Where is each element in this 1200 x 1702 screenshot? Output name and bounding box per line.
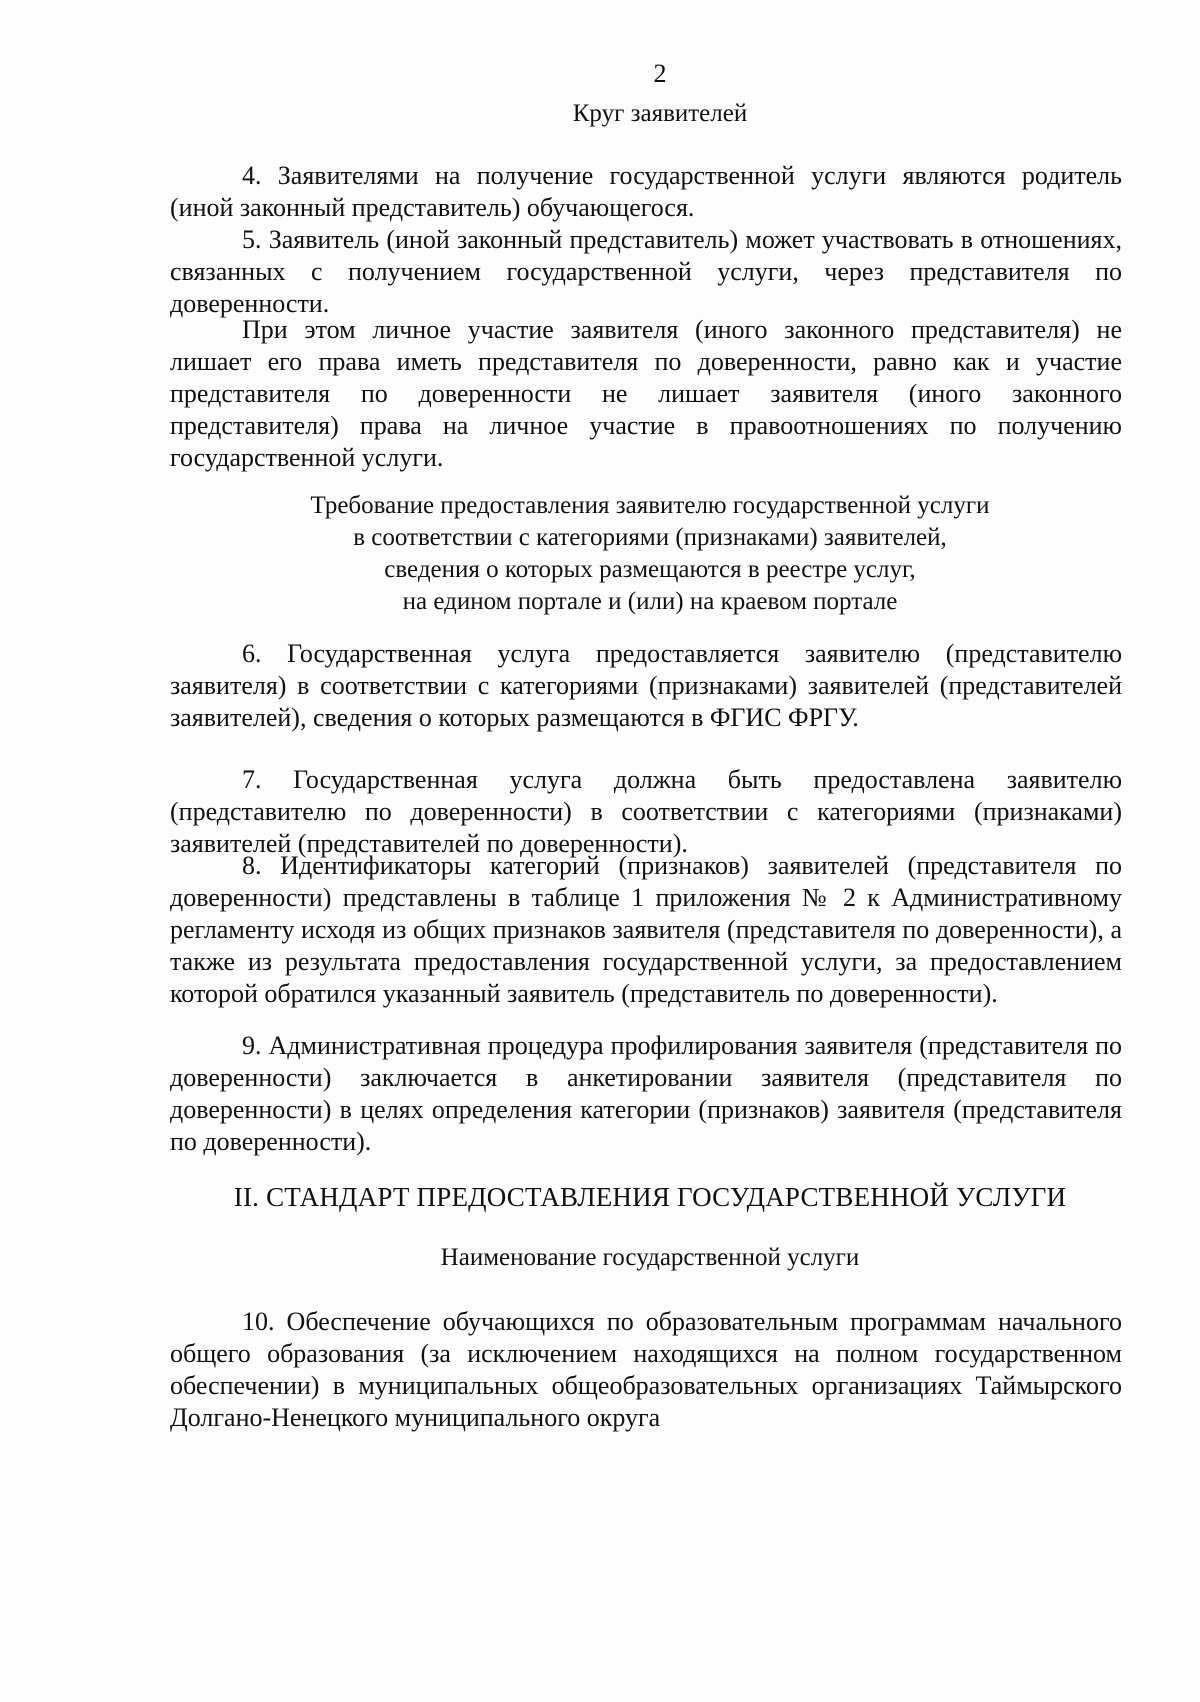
heading-applicants-circle: Круг заявителей <box>572 100 748 127</box>
paragraph-6: 6. Государственная услуга предоставляется заявителю (представителю заявителя) в соответствии с категориями (признаками) заявителей (представителей заявителей), сведения о которых размещаются в ФГИС ФРГУ. <box>170 639 1122 732</box>
paragraph-9: 9. Административная процедура профилирования заявителя (представителя по доверенности) заключается в анкетировании заявителя (представителя по доверенности) в целях определения категории (признаков) заявителя (представителя по доверенности). <box>170 1031 1122 1156</box>
heading-requirement-line-2: в соответствии с категориями (признаками) заявителей, <box>353 524 947 551</box>
paragraph-7: 7. Государственная услуга должна быть предоставлена заявителю (представителю по доверенности) в соответствии с категориями (признаками) заявителей (представителей по доверенности). <box>170 765 1122 858</box>
heading-requirement-line-3: сведения о которых размещаются в реестре услуг, <box>384 556 916 583</box>
paragraph-4: 4. Заявителями на получение государственной услуги являются родитель (иной законный представитель) обучающегося. <box>170 161 1122 222</box>
paragraph-8: 8. Идентификаторы категорий (признаков) заявителей (представителя по доверенности) представлены в таблице 1 приложения № 2 к Административному регламенту исходя из общих признаков заявителя (представителя по доверенности), а также из результата предоставления государственной услуги, за предоставлением которой обратился указанный заявитель (представитель по доверенности). <box>170 851 1122 1008</box>
paragraph-5-continued: При этом личное участие заявителя (иного законного представителя) не лишает его права иметь представителя по доверенности, равно как и участие представителя по доверенности не лишает заявителя (иного законного представителя) права на личное участие в правоотношениях по получению государственной услуги. <box>170 315 1122 472</box>
paragraph-10: 10. Обеспечение обучающихся по образовательным программам начального общего образования (за исключением находящихся на полном государственном обеспечении) в муниципальных общеобразовательных организациях Таймырского Долгано-Ненецкого муниципального округа <box>170 1307 1122 1432</box>
paragraph-5: 5. Заявитель (иной законный представитель) может участвовать в отношениях, связанных с получением государственной услуги, через представителя по доверенности. <box>170 225 1122 318</box>
heading-service-name: Наименование государственной услуги <box>440 1244 860 1271</box>
heading-requirement-line-1: Требование предоставления заявителю государственной услуги <box>310 492 990 519</box>
page-number: 2 <box>653 59 667 88</box>
heading-requirement <box>50 490 1200 618</box>
section-ii-title: II. СТАНДАРТ ПРЕДОСТАВЛЕНИЯ ГОСУДАРСТВЕННОЙ УСЛУГИ <box>233 1182 1067 1212</box>
heading-requirement-line-4: на едином портале и (или) на краевом портале <box>402 588 898 615</box>
